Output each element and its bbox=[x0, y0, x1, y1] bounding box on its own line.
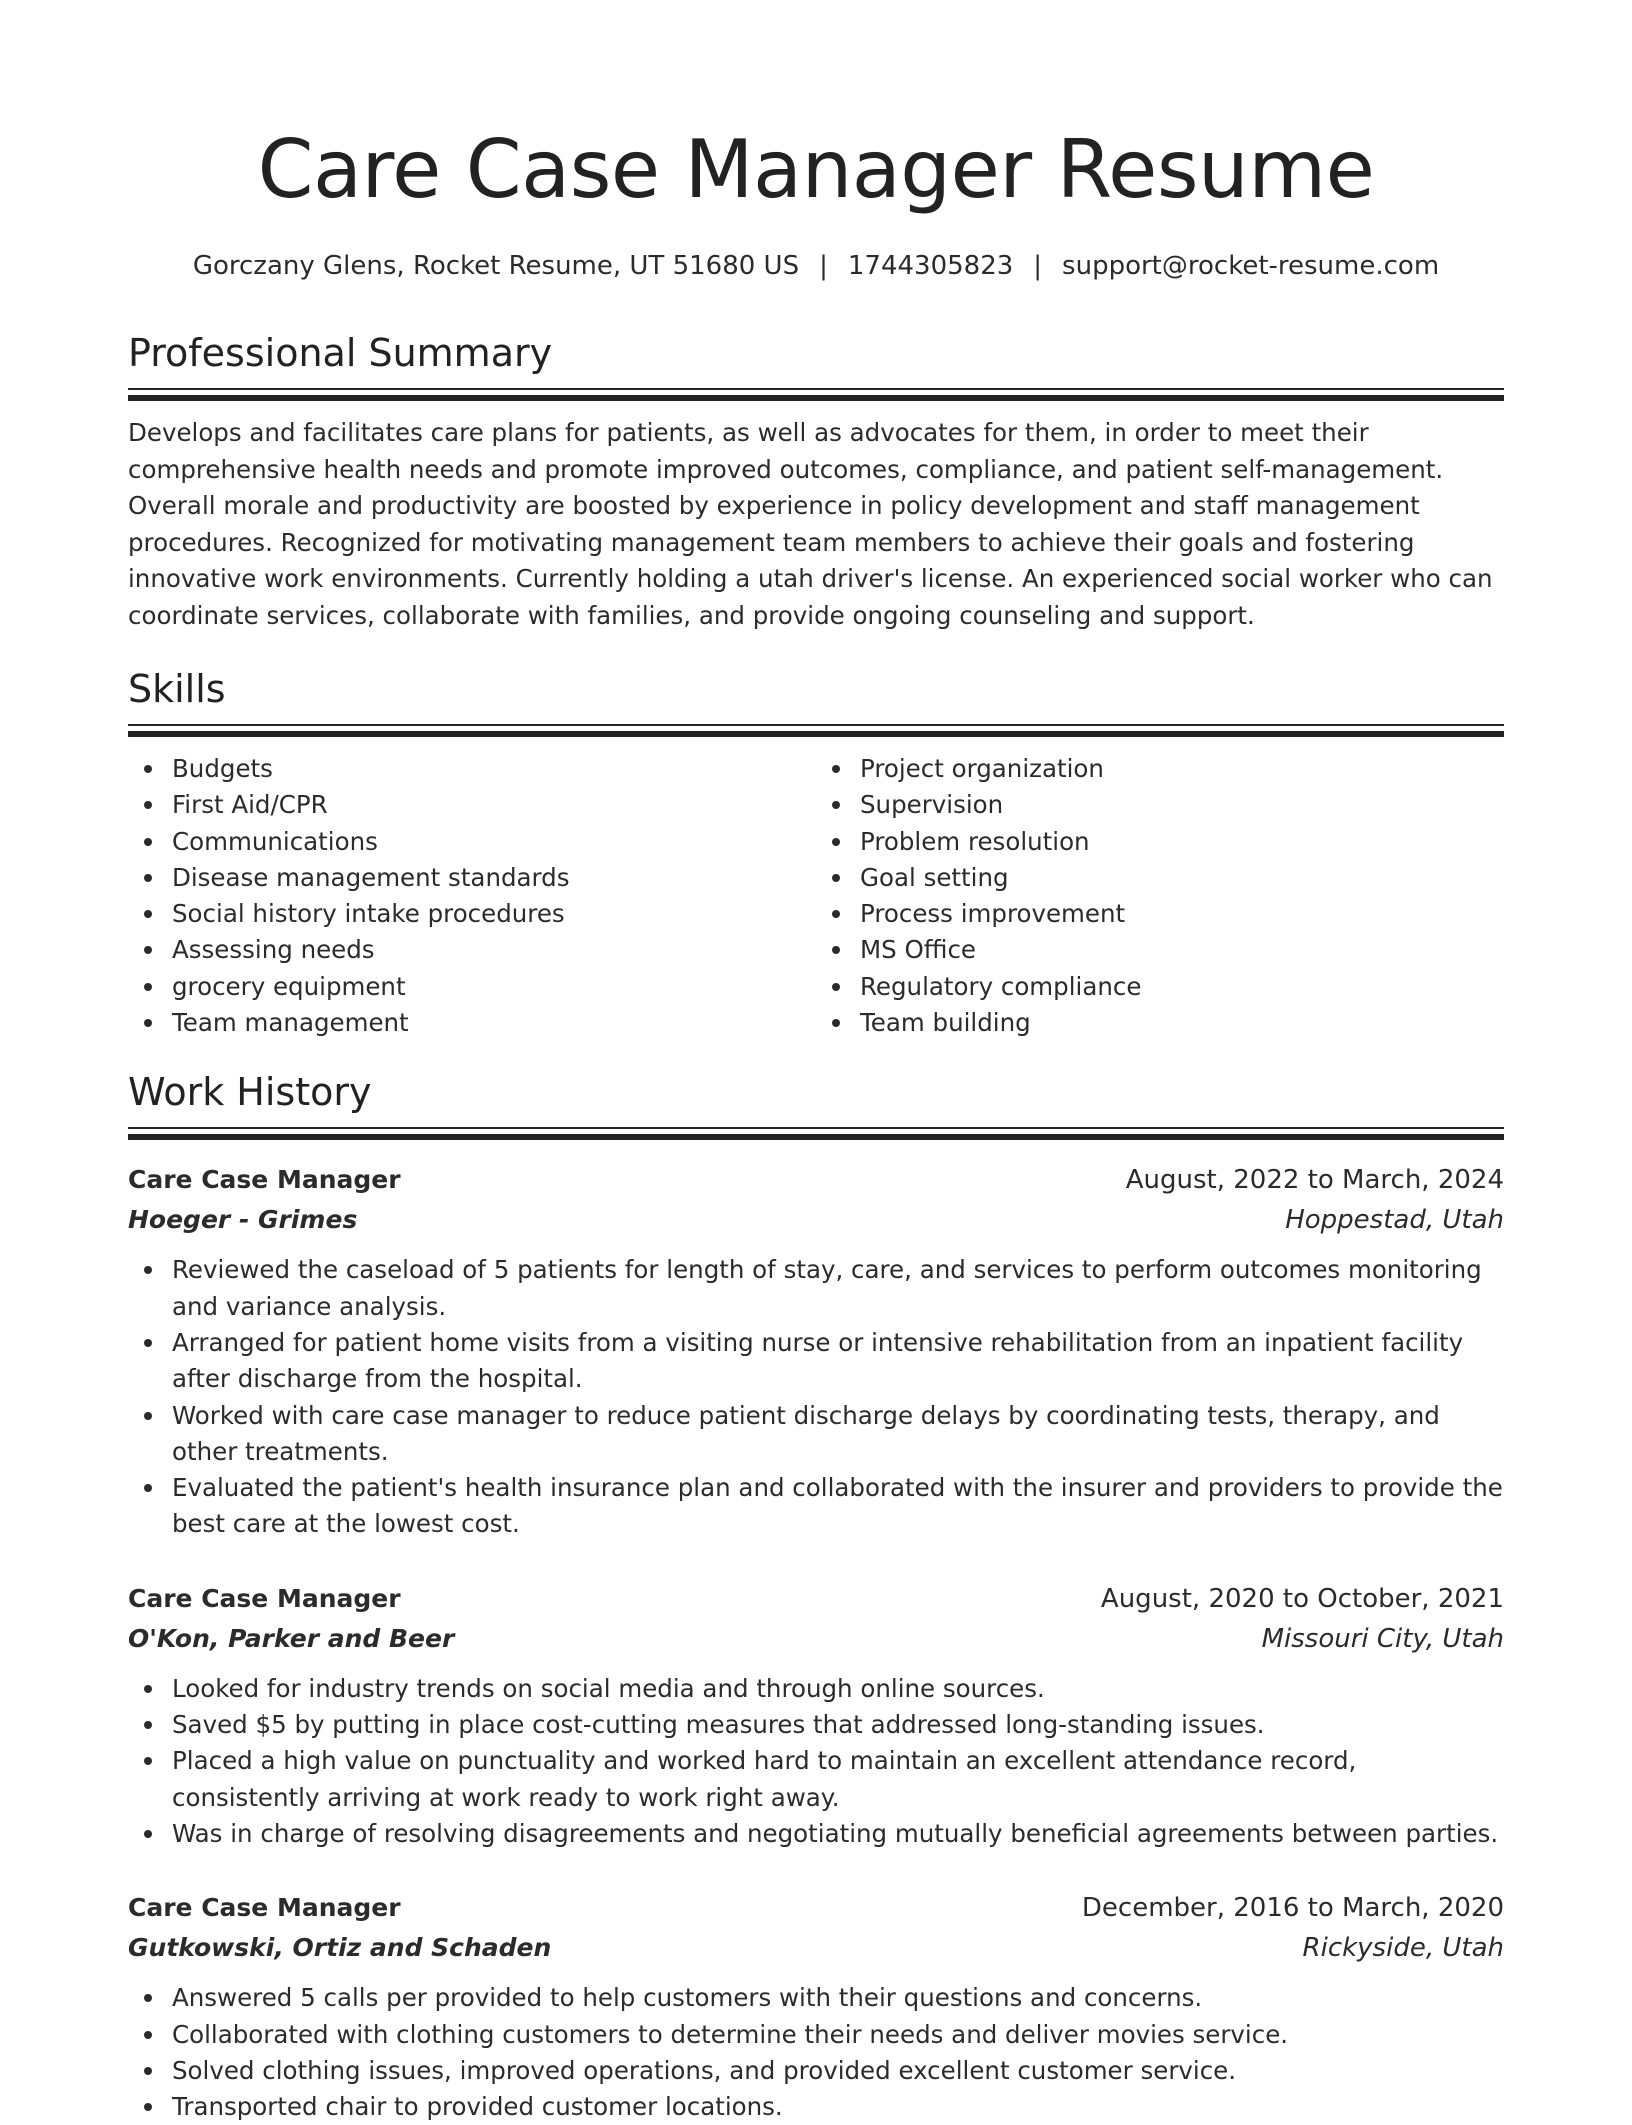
job-bullets bbox=[128, 1980, 1504, 2125]
skill-item: Budgets bbox=[172, 751, 816, 787]
job-location: Hoppestad, Utah bbox=[1285, 1205, 1504, 1236]
contact-separator: | bbox=[819, 251, 828, 281]
job-bullet: Worked with care case manager to reduce patient discharge delays by coordinating tests, therapy, and other treatments. bbox=[172, 1398, 1504, 1471]
skill-item: Process improvement bbox=[860, 896, 1504, 932]
job-bullet: Placed a high value on punctuality and worked hard to maintain an excellent attendance record, consistently arriving at work ready to work right away. bbox=[172, 1743, 1504, 1816]
job-bullet: Was in charge of resolving disagreements and negotiating mutually beneficial agreements between parties. bbox=[172, 1816, 1504, 1852]
job-dates: August, 2020 to October, 2021 bbox=[1100, 1583, 1504, 1614]
job-title: Care Case Manager bbox=[128, 1583, 401, 1613]
contact-phone: 1744305823 bbox=[847, 251, 1014, 281]
job-bullet: Looked for industry trends on social media and through online sources. bbox=[172, 1671, 1504, 1707]
skills-column-left bbox=[128, 751, 816, 1041]
contact-separator: | bbox=[1033, 251, 1043, 281]
skill-item: Supervision bbox=[860, 787, 1504, 823]
skill-item: Team management bbox=[172, 1005, 816, 1041]
job-company-row bbox=[128, 1200, 1504, 1240]
skills-section bbox=[128, 664, 1504, 1041]
job-dates: August, 2022 to March, 2024 bbox=[1125, 1165, 1504, 1196]
job-bullet: Solved clothing issues, improved operations, and provided excellent customer service. bbox=[172, 2053, 1504, 2089]
skill-item: Communications bbox=[172, 824, 816, 860]
job-bullet: Arranged for patient home visits from a visiting nurse or intensive rehabilitation from an inpatient facility after discharge from the hospital. bbox=[172, 1325, 1504, 1398]
job-bullets bbox=[128, 1671, 1504, 1852]
skill-item: Regulatory compliance bbox=[860, 969, 1504, 1005]
job-header-row bbox=[128, 1888, 1504, 1928]
job-bullet: Answered 5 calls per provided to help customers with their questions and concerns. bbox=[172, 1980, 1504, 2016]
job-header-row bbox=[128, 1579, 1504, 1619]
contact-line bbox=[128, 248, 1504, 284]
job-company: Hoeger - Grimes bbox=[128, 1205, 358, 1235]
job-bullets bbox=[128, 1252, 1504, 1542]
skill-item: Project organization bbox=[860, 751, 1504, 787]
job-bullet: Reviewed the caseload of 5 patients for length of stay, care, and services to perform outcomes monitoring and variance analysis. bbox=[172, 1252, 1504, 1325]
summary-heading: Professional Summary bbox=[128, 331, 553, 375]
skills-heading: Skills bbox=[128, 667, 226, 711]
skill-item: First Aid/CPR bbox=[172, 787, 816, 823]
job-title: Care Case Manager bbox=[128, 1165, 401, 1195]
skill-item: Goal setting bbox=[860, 860, 1504, 896]
job-location: Rickyside, Utah bbox=[1302, 1933, 1504, 1964]
job-company-row bbox=[128, 1619, 1504, 1659]
skill-item: grocery equipment bbox=[172, 969, 816, 1005]
skill-item: MS Office bbox=[860, 932, 1504, 968]
skill-item: Assessing needs bbox=[172, 932, 816, 968]
summary-text: Develops and facilitates care plans for patients, as well as advocates for them, in order to meet their comprehensive health needs and promote improved outcomes, compliance, and patient self-management. Overall morale and productivity are boosted by experience in policy development and staff management procedures. Recognized for motivating management team members to achieve their goals and fostering innovative work environments. Currently holding a utah driver's license. An experienced social worker who can coordinate services, collaborate with families, and provide ongoing counseling and support. bbox=[128, 418, 1493, 630]
job-entry bbox=[128, 1888, 1504, 2125]
skills-column-right bbox=[816, 751, 1504, 1041]
skill-item: Team building bbox=[860, 1005, 1504, 1041]
job-location: Missouri City, Utah bbox=[1261, 1623, 1504, 1654]
job-header-row bbox=[128, 1160, 1504, 1200]
work-history-section bbox=[128, 1067, 1504, 2125]
contact-email: support@rocket-resume.com bbox=[1062, 251, 1440, 281]
section-divider bbox=[128, 724, 1504, 737]
skills-grid bbox=[128, 751, 1504, 1041]
job-dates: December, 2016 to March, 2020 bbox=[1081, 1893, 1504, 1924]
job-company: Gutkowski, Ortiz and Schaden bbox=[128, 1933, 552, 1963]
skill-item: Problem resolution bbox=[860, 824, 1504, 860]
section-divider bbox=[128, 388, 1504, 401]
job-bullet: Collaborated with clothing customers to determine their needs and deliver movies service. bbox=[172, 2017, 1504, 2053]
job-bullet: Saved $5 by putting in place cost-cutting measures that addressed long-standing issues. bbox=[172, 1707, 1504, 1743]
work-history-heading: Work History bbox=[128, 1070, 372, 1115]
job-bullet: Evaluated the patient's health insurance plan and collaborated with the insurer and providers to provide the best care at the lowest cost. bbox=[172, 1470, 1504, 1543]
job-company-row bbox=[128, 1928, 1504, 1968]
resume-title: Care Case Manager Resume bbox=[257, 123, 1375, 216]
skill-item: Disease management standards bbox=[172, 860, 816, 896]
skill-item: Social history intake procedures bbox=[172, 896, 816, 932]
summary-section bbox=[128, 328, 1504, 634]
contact-address: Gorczany Glens, Rocket Resume, UT 51680 US bbox=[192, 251, 800, 281]
job-title: Care Case Manager bbox=[128, 1893, 401, 1923]
job-entry bbox=[128, 1579, 1504, 1852]
job-company: O'Kon, Parker and Beer bbox=[128, 1623, 455, 1653]
job-bullet: Transported chair to provided customer locations. bbox=[172, 2089, 1504, 2125]
section-divider bbox=[128, 1127, 1504, 1140]
job-entry bbox=[128, 1160, 1504, 1542]
